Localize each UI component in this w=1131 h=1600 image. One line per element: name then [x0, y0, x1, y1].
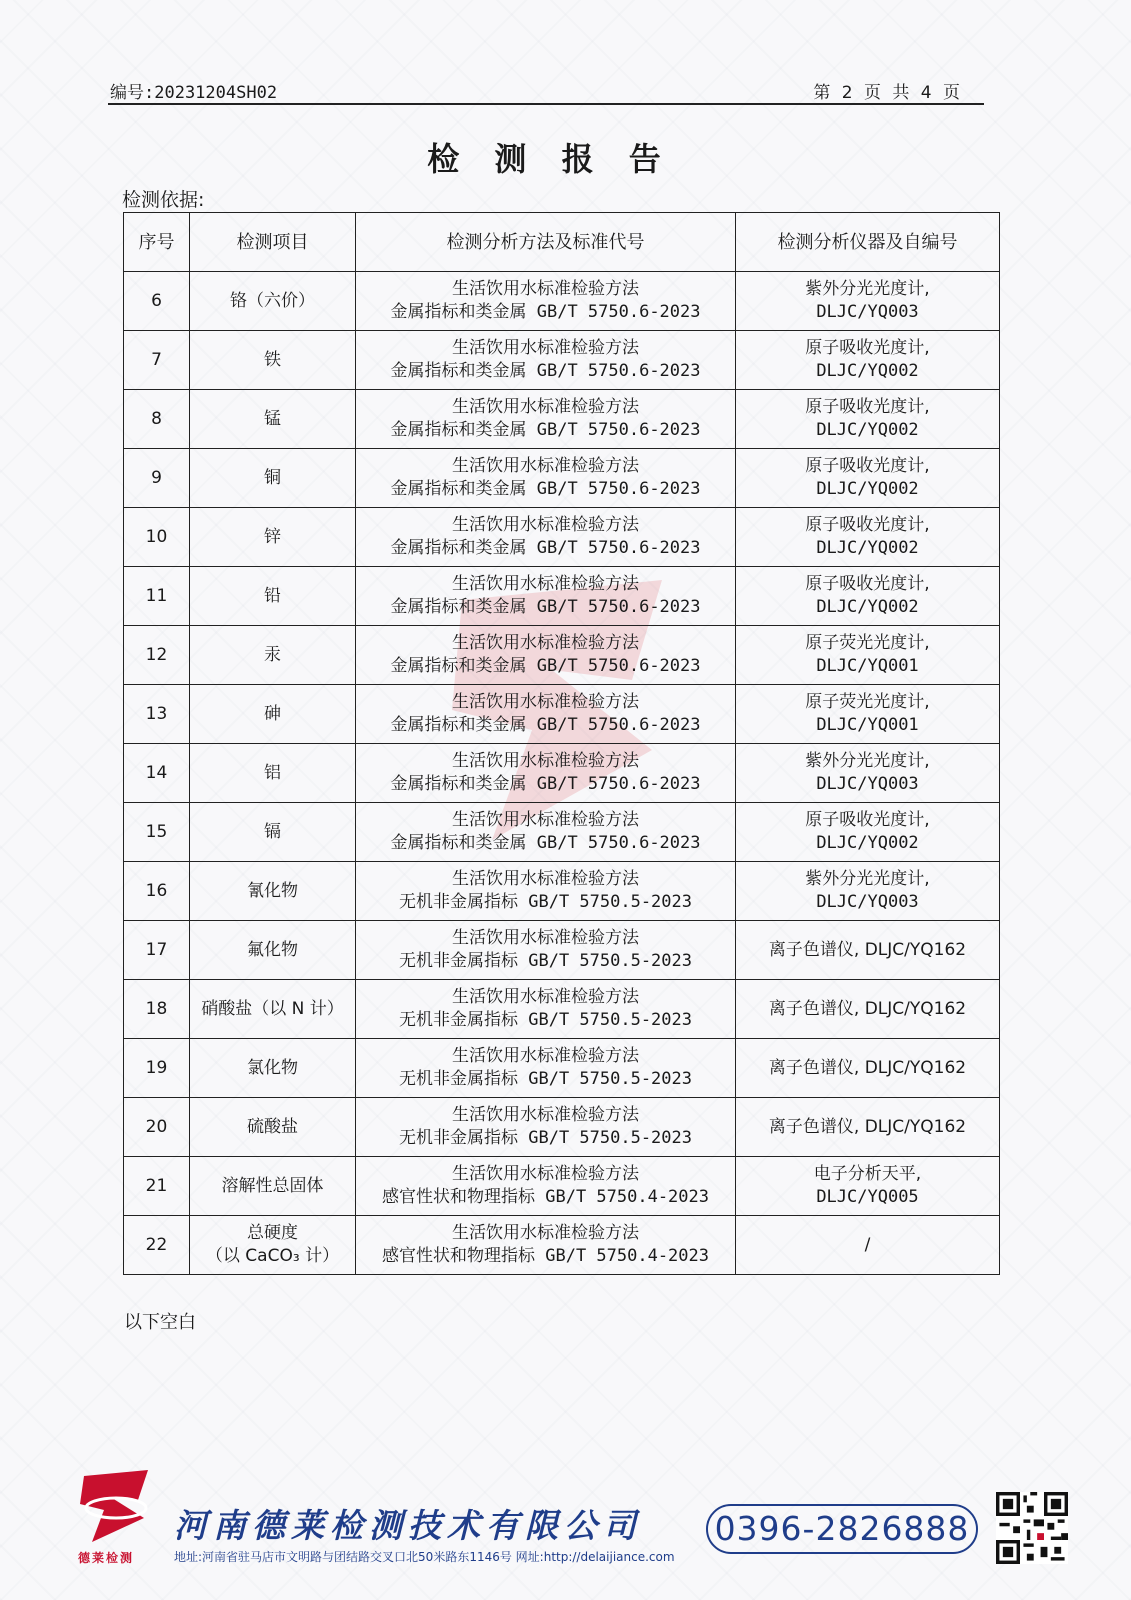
test-item-label: 氰化物	[247, 880, 298, 901]
table-row	[124, 744, 1000, 803]
method-standard: 金属指标和类金属 GB/T 5750.6-2023	[390, 656, 701, 676]
method-standard: 无机非金属指标 GB/T 5750.5-2023	[399, 892, 692, 912]
report-number: 编号:20231204SH02	[110, 83, 278, 103]
method-standard: 金属指标和类金属 GB/T 5750.6-2023	[390, 833, 701, 853]
test-item	[190, 626, 356, 685]
method-cell	[356, 508, 736, 567]
header-divider	[108, 103, 984, 105]
table-row	[124, 1039, 1000, 1098]
blank-below-note: 以下空白	[124, 1312, 196, 1333]
method-title: 生活饮用水标准检验方法	[452, 1046, 639, 1066]
company-name: 河南德莱检测技术有限公司	[174, 1506, 642, 1545]
test-item-label: 锰	[264, 408, 281, 429]
company-address: 地址:河南省驻马店市文明路与团结路交叉口北50米路东1146号 网址:http://delaijiance.com	[174, 1550, 675, 1564]
method-cell	[356, 921, 736, 980]
test-item-label: 溶解性总固体	[221, 1175, 324, 1196]
method-standard: 感官性状和物理指标 GB/T 5750.4-2023	[382, 1187, 709, 1207]
method-cell	[356, 1098, 736, 1157]
test-item	[190, 1098, 356, 1157]
test-item-sublabel: （以 CaCO₃ 计）	[205, 1246, 340, 1266]
test-item-label: 镉	[264, 821, 281, 842]
row-number: 12	[124, 626, 190, 685]
method-title: 生活饮用水标准检验方法	[452, 633, 639, 653]
page-title: 检 测 报 告	[427, 140, 673, 178]
method-standard: 金属指标和类金属 GB/T 5750.6-2023	[390, 715, 701, 735]
instrument-name: 离子色谱仪, DLJC/YQ162	[768, 1116, 967, 1137]
instrument-cell	[736, 862, 1000, 921]
table-row	[124, 685, 1000, 744]
instrument-cell	[736, 980, 1000, 1039]
method-title: 生活饮用水标准检验方法	[452, 397, 639, 417]
row-number: 9	[124, 449, 190, 508]
test-item	[190, 331, 356, 390]
method-standard: 金属指标和类金属 GB/T 5750.6-2023	[390, 361, 701, 381]
table-row	[124, 567, 1000, 626]
instrument-cell	[736, 626, 1000, 685]
test-item-label: 砷	[264, 703, 281, 724]
table-row	[124, 449, 1000, 508]
row-number: 10	[124, 508, 190, 567]
qr-code-icon	[996, 1492, 1068, 1564]
test-item	[190, 1216, 356, 1275]
method-cell	[356, 272, 736, 331]
row-number: 19	[124, 1039, 190, 1098]
test-item-label: 硝酸盐（以 N 计）	[201, 998, 344, 1019]
test-item-label: 铝	[264, 762, 281, 783]
test-item	[190, 567, 356, 626]
method-standard: 无机非金属指标 GB/T 5750.5-2023	[399, 1128, 692, 1148]
row-number: 14	[124, 744, 190, 803]
table-row	[124, 626, 1000, 685]
test-item-label: 氯化物	[247, 1057, 298, 1078]
method-title: 生活饮用水标准检验方法	[452, 338, 639, 358]
method-title: 生活饮用水标准检验方法	[452, 692, 639, 712]
method-title: 生活饮用水标准检验方法	[452, 1223, 639, 1243]
instrument-name: 原子荧光光度计,	[805, 692, 930, 712]
method-title: 生活饮用水标准检验方法	[452, 751, 639, 771]
table-row	[124, 272, 1000, 331]
instrument-name: 原子吸收光度计,	[805, 338, 930, 358]
row-number: 17	[124, 921, 190, 980]
row-number: 22	[124, 1216, 190, 1275]
method-cell	[356, 685, 736, 744]
table-row	[124, 980, 1000, 1039]
method-standard: 无机非金属指标 GB/T 5750.5-2023	[399, 1069, 692, 1089]
instrument-cell	[736, 508, 1000, 567]
row-number: 6	[124, 272, 190, 331]
instrument-id: DLJC/YQ001	[816, 656, 919, 676]
test-item	[190, 921, 356, 980]
instrument-name: 离子色谱仪, DLJC/YQ162	[768, 998, 967, 1019]
method-cell	[356, 1216, 736, 1275]
instrument-id: DLJC/YQ002	[816, 597, 919, 617]
table-row	[124, 1157, 1000, 1216]
instrument-cell	[736, 449, 1000, 508]
method-standard: 金属指标和类金属 GB/T 5750.6-2023	[390, 538, 701, 558]
test-item	[190, 390, 356, 449]
method-title: 生活饮用水标准检验方法	[452, 456, 639, 476]
instrument-cell	[736, 567, 1000, 626]
instrument-cell	[736, 272, 1000, 331]
method-standard: 金属指标和类金属 GB/T 5750.6-2023	[390, 479, 701, 499]
test-item-label: 铜	[264, 467, 281, 488]
method-cell	[356, 626, 736, 685]
instrument-id: DLJC/YQ003	[816, 774, 919, 794]
basis-label: 检测依据:	[122, 189, 205, 211]
instrument-id: DLJC/YQ002	[816, 479, 919, 499]
instrument-name: 原子荧光光度计,	[805, 633, 930, 653]
method-title: 生活饮用水标准检验方法	[452, 515, 639, 535]
instrument-name: 离子色谱仪, DLJC/YQ162	[768, 939, 967, 960]
company-phone: 0396-2826888	[706, 1504, 978, 1554]
test-item-label: 铅	[264, 585, 281, 606]
method-standard: 感官性状和物理指标 GB/T 5750.4-2023	[382, 1246, 709, 1266]
method-standard: 无机非金属指标 GB/T 5750.5-2023	[399, 1010, 692, 1030]
table-header-row	[124, 213, 1000, 272]
test-item	[190, 803, 356, 862]
method-cell	[356, 449, 736, 508]
row-number: 7	[124, 331, 190, 390]
method-cell	[356, 1039, 736, 1098]
test-item	[190, 685, 356, 744]
method-cell	[356, 744, 736, 803]
instrument-name: 电子分析天平,	[813, 1164, 922, 1184]
method-cell	[356, 803, 736, 862]
method-title: 生活饮用水标准检验方法	[452, 869, 639, 889]
test-item-label: 汞	[264, 644, 281, 665]
instrument-cell	[736, 921, 1000, 980]
instrument-name: 原子吸收光度计,	[805, 397, 930, 417]
method-cell	[356, 1157, 736, 1216]
row-number: 16	[124, 862, 190, 921]
method-cell	[356, 567, 736, 626]
method-title: 生活饮用水标准检验方法	[452, 928, 639, 948]
row-number: 8	[124, 390, 190, 449]
instrument-name: 紫外分光光度计,	[805, 279, 930, 299]
method-title: 生活饮用水标准检验方法	[452, 1164, 639, 1184]
instrument-cell	[736, 803, 1000, 862]
instrument-id: DLJC/YQ003	[816, 892, 919, 912]
test-item-label: 铁	[264, 349, 281, 370]
method-title: 生活饮用水标准检验方法	[452, 279, 639, 299]
col-header-method: 检测分析方法及标准代号	[356, 213, 736, 272]
col-header-instrument: 检测分析仪器及自编号	[736, 213, 1000, 272]
test-item	[190, 449, 356, 508]
instrument-id: DLJC/YQ001	[816, 715, 919, 735]
method-cell	[356, 331, 736, 390]
page-info: 第 2 页 共 4 页	[813, 83, 963, 103]
table-row	[124, 921, 1000, 980]
row-number: 15	[124, 803, 190, 862]
method-standard: 金属指标和类金属 GB/T 5750.6-2023	[390, 597, 701, 617]
table-row	[124, 803, 1000, 862]
test-item	[190, 1039, 356, 1098]
method-title: 生活饮用水标准检验方法	[452, 574, 639, 594]
instrument-id: DLJC/YQ002	[816, 420, 919, 440]
instrument-cell	[736, 1216, 1000, 1275]
table-row	[124, 331, 1000, 390]
instrument-name: 原子吸收光度计,	[805, 810, 930, 830]
test-item-label: 硫酸盐	[247, 1116, 298, 1137]
table-row	[124, 862, 1000, 921]
method-standard: 无机非金属指标 GB/T 5750.5-2023	[399, 951, 692, 971]
instrument-cell	[736, 1098, 1000, 1157]
basis-table	[123, 212, 1000, 1275]
table-row	[124, 508, 1000, 567]
method-standard: 金属指标和类金属 GB/T 5750.6-2023	[390, 774, 701, 794]
method-title: 生活饮用水标准检验方法	[452, 987, 639, 1007]
table-row	[124, 1098, 1000, 1157]
instrument-cell	[736, 331, 1000, 390]
test-item	[190, 508, 356, 567]
test-item-label: 铬（六价）	[230, 290, 315, 311]
test-item	[190, 980, 356, 1039]
table-row	[124, 1216, 1000, 1275]
row-number: 13	[124, 685, 190, 744]
test-item	[190, 1157, 356, 1216]
row-number: 11	[124, 567, 190, 626]
instrument-name: 原子吸收光度计,	[805, 515, 930, 535]
method-title: 生活饮用水标准检验方法	[452, 1105, 639, 1125]
test-item	[190, 862, 356, 921]
instrument-name: /	[864, 1234, 871, 1255]
instrument-id: DLJC/YQ002	[816, 833, 919, 853]
test-item	[190, 272, 356, 331]
instrument-cell	[736, 390, 1000, 449]
test-item-label: 氟化物	[247, 939, 298, 960]
row-number: 20	[124, 1098, 190, 1157]
instrument-name: 原子吸收光度计,	[805, 574, 930, 594]
test-item	[190, 744, 356, 803]
method-cell	[356, 980, 736, 1039]
test-item-label: 总硬度	[247, 1223, 298, 1243]
instrument-id: DLJC/YQ005	[816, 1187, 919, 1207]
company-logo-icon	[78, 1466, 156, 1546]
method-standard: 金属指标和类金属 GB/T 5750.6-2023	[390, 302, 701, 322]
test-item-label: 锌	[264, 526, 281, 547]
instrument-name: 紫外分光光度计,	[805, 751, 930, 771]
col-header-item: 检测项目	[190, 213, 356, 272]
table-row	[124, 390, 1000, 449]
row-number: 21	[124, 1157, 190, 1216]
instrument-name: 紫外分光光度计,	[805, 869, 930, 889]
instrument-name: 离子色谱仪, DLJC/YQ162	[768, 1057, 967, 1078]
row-number: 18	[124, 980, 190, 1039]
instrument-id: DLJC/YQ002	[816, 361, 919, 381]
instrument-name: 原子吸收光度计,	[805, 456, 930, 476]
method-cell	[356, 862, 736, 921]
instrument-id: DLJC/YQ002	[816, 538, 919, 558]
method-standard: 金属指标和类金属 GB/T 5750.6-2023	[390, 420, 701, 440]
method-cell	[356, 390, 736, 449]
col-header-no: 序号	[124, 213, 190, 272]
logo-caption: 德莱检测	[78, 1551, 135, 1565]
instrument-cell	[736, 1157, 1000, 1216]
instrument-cell	[736, 685, 1000, 744]
method-title: 生活饮用水标准检验方法	[452, 810, 639, 830]
instrument-cell	[736, 1039, 1000, 1098]
instrument-id: DLJC/YQ003	[816, 302, 919, 322]
instrument-cell	[736, 744, 1000, 803]
